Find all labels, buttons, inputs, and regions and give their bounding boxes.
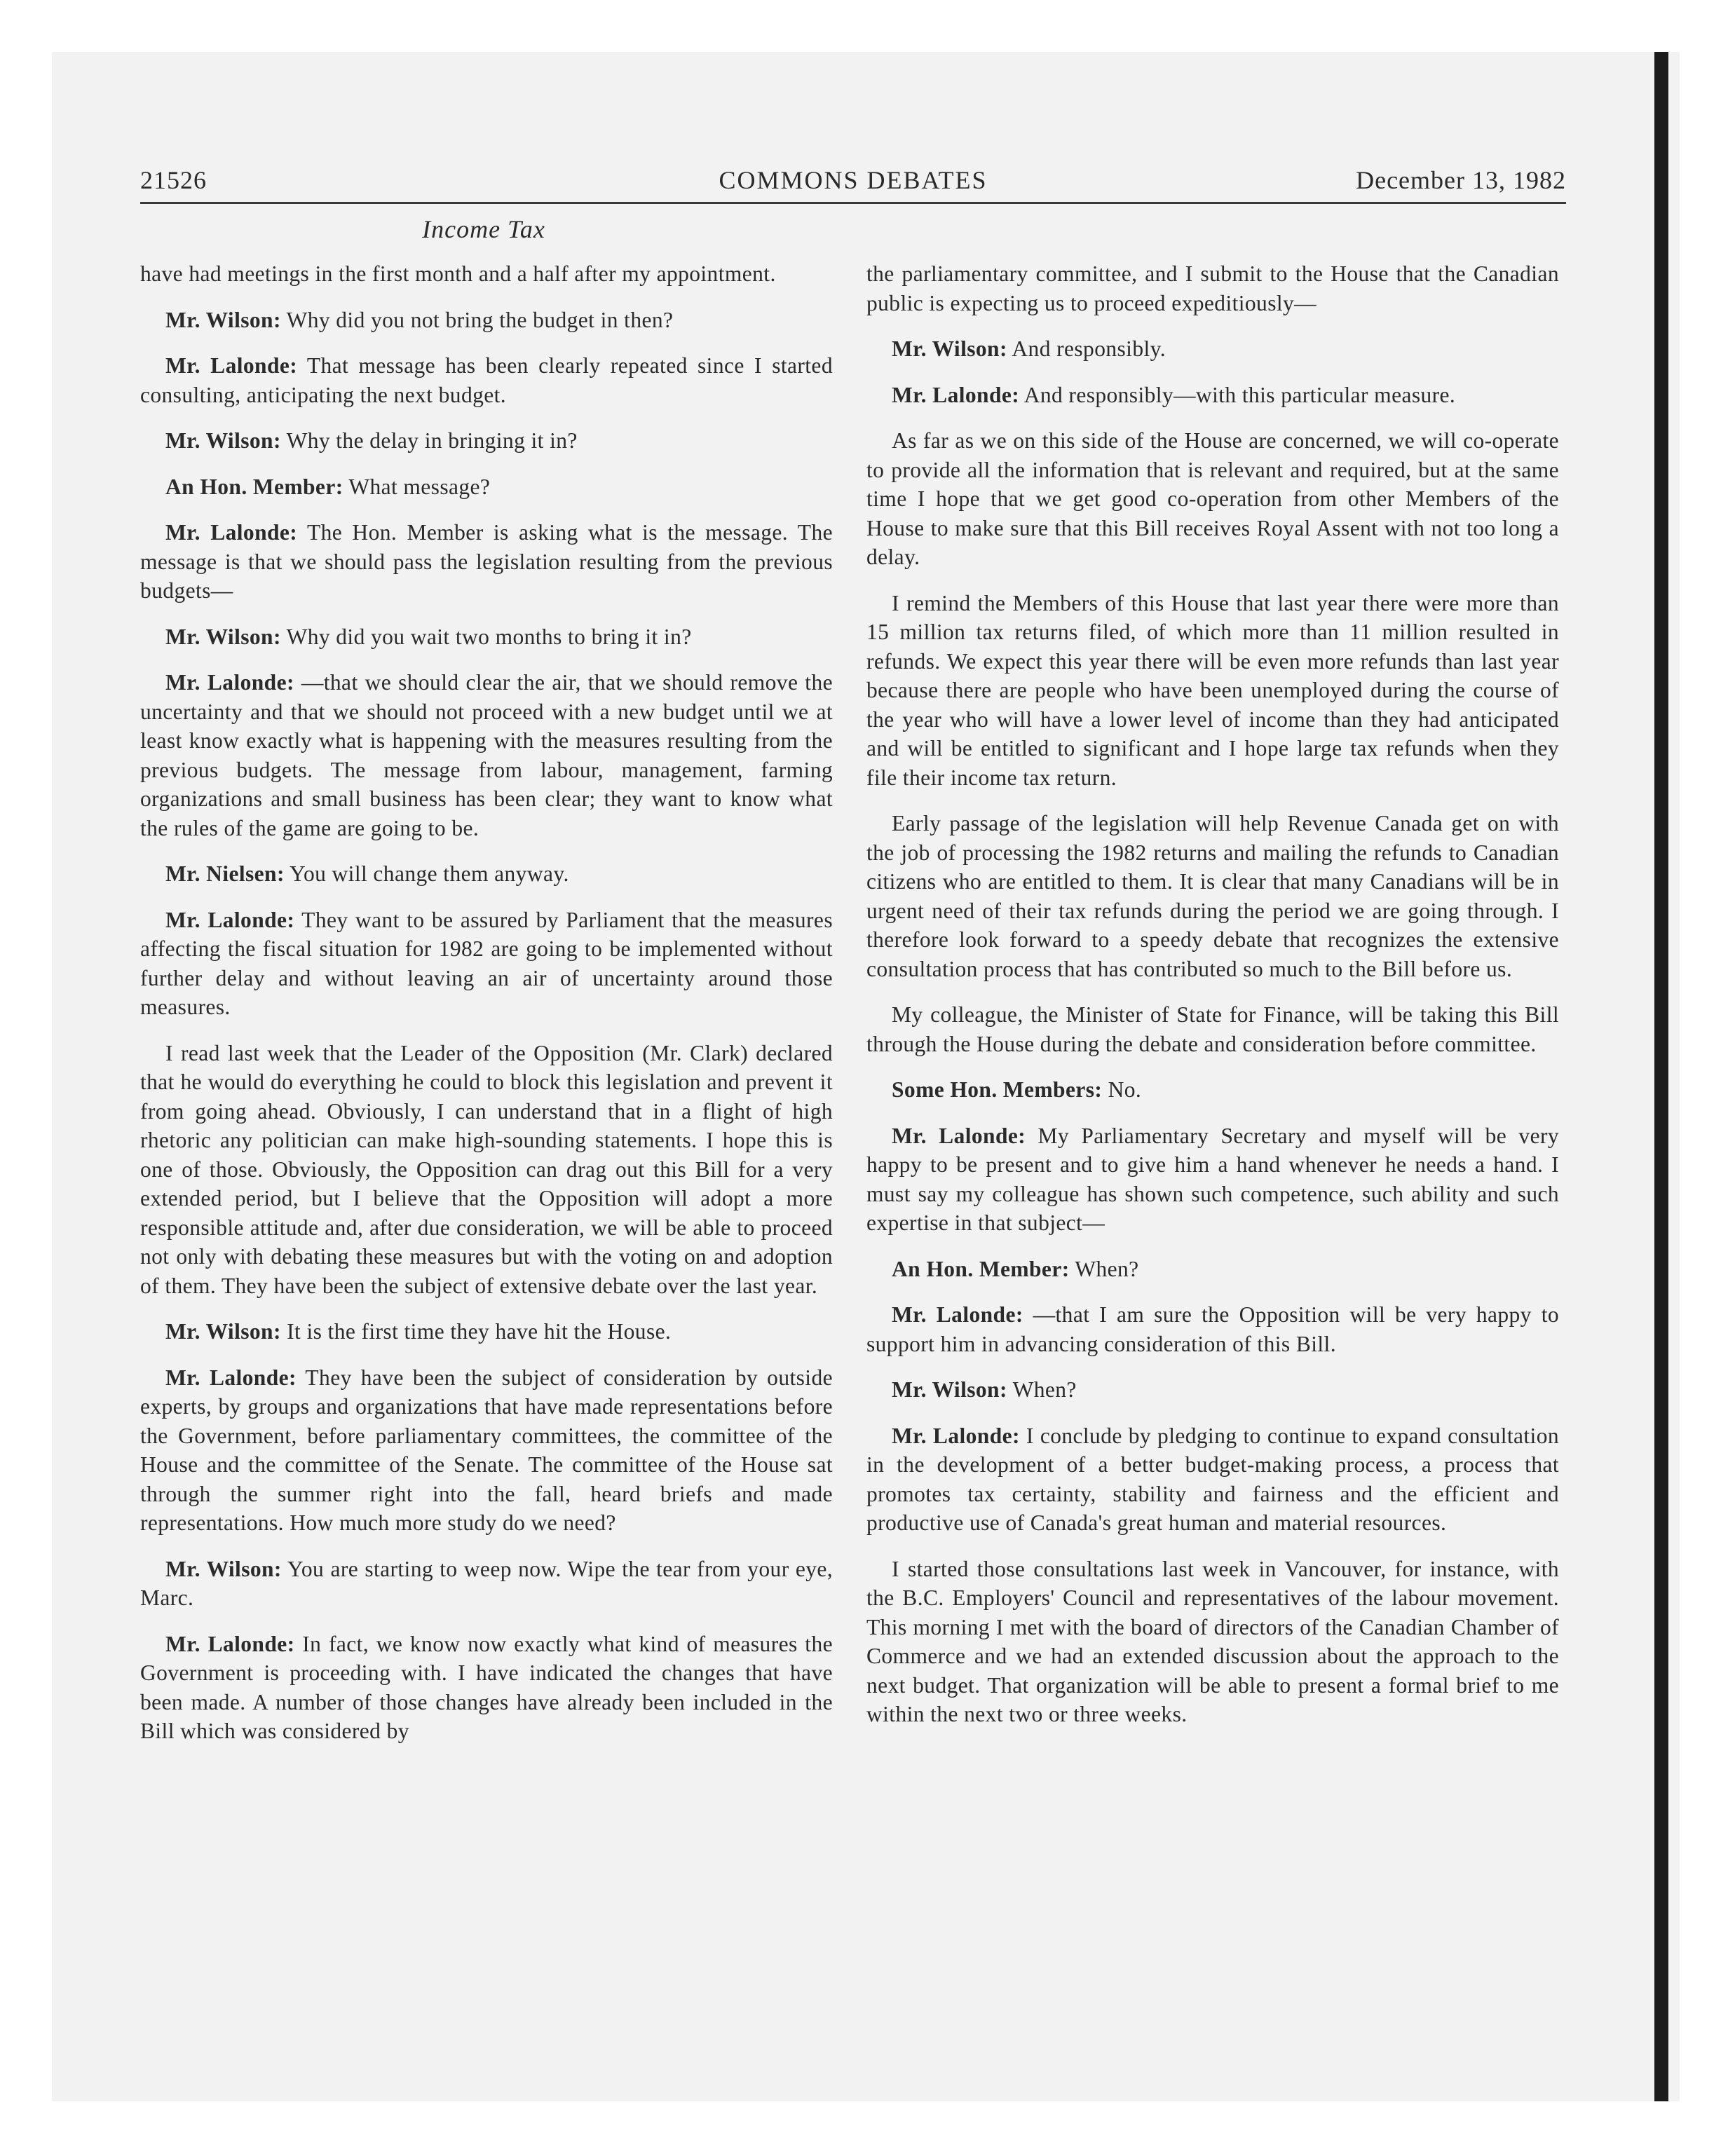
paragraph-text: And responsibly. [1012,336,1166,361]
paragraph-text: I read last week that the Leader of the Opposition (Mr. Clark) declared that he would do everything he could to block this legislation and prevent it from going ahead. Obviously, I can understand that in a flight of high rhetoric any politician can make high-sounding statements. I hope this is one of those. Obviously, the Opposition can drag out this Bill for a very extended period, but I believe that the Opposition will adopt a more responsible attitude and, after due consideration, we will be able to proceed not only with debating these measures but with the voting on and adoption of them. They have been the subject of extensive debate over the last year. [140,1040,833,1298]
paragraph-text: In fact, we know now exactly what kind of measures the Government is proceeding with. I have indicated the changes that have been made. A number of those changes have already been included in the Bill which was considered by [140,1631,833,1743]
paragraph [140,472,833,502]
paragraph [866,1421,1559,1538]
speaker-name: Mr. Lalonde: [892,1123,1026,1148]
speaker-name: Mr. Nielsen: [165,861,285,886]
paragraph [866,1121,1559,1238]
paragraph [140,426,833,456]
paragraph-text: What message? [348,474,491,499]
speaker-name: Mr. Lalonde: [165,353,298,378]
paragraph-text: Why the delay in bringing it in? [286,428,578,453]
speaker-name: Mr. Wilson: [892,336,1007,361]
paragraph [140,906,833,1022]
journal-title: COMMONS DEBATES [719,166,988,194]
paragraph-text: have had meetings in the first month and a half after my appointment. [140,261,776,286]
paragraph [866,589,1559,793]
paragraph-text: As far as we on this side of the House are concerned, we will co-operate to provide all the information that is relevant and required, but at the same time I hope that we get good co-operation from other Members of the House to make sure that this Bill receives Royal Assent with not too long a delay. [866,428,1559,569]
paragraph [140,1317,833,1346]
paragraph-text: They want to be assured by Parliament that the measures affecting the fiscal situation for 1982 are going to be implemented without further delay and without leaving an air of uncertainty around those measures. [140,907,833,1019]
speaker-name: Mr. Wilson: [892,1377,1007,1402]
page-number: 21526 [140,166,207,194]
speaker-name: An Hon. Member: [165,474,343,499]
paragraph [866,1375,1559,1405]
paragraph [866,1075,1559,1105]
paragraph [866,1555,1559,1729]
page-date: December 13, 1982 [1356,166,1566,194]
paragraph [140,1039,833,1301]
speaker-name: An Hon. Member: [892,1256,1070,1281]
speaker-name: Some Hon. Members: [892,1077,1103,1102]
paragraph-text: My Parliamentary Secretary and myself will be very happy to be present and to give him a hand whenever he needs a hand. I must say my colleague has shown such competence, such ability and such expertise in that subject— [866,1123,1559,1235]
paragraph-text: And responsibly—with this particular measure. [1023,382,1456,407]
paragraph [140,1630,833,1746]
speaker-name: Mr. Lalonde: [165,907,295,932]
paragraph-text: When? [1075,1256,1139,1281]
paragraph [140,1363,833,1538]
paragraph-text: Early passage of the legislation will help Revenue Canada get on with the job of processing the 1982 returns and mailing the refunds to Canadian citizens who are entitled to them. It is clear that many Canadians will be in urgent need of their tax refunds during the period we are going through. I therefore look forward to a speedy debate that recognizes the extensive consultation process that has contributed so much to the Bill before us. [866,811,1559,981]
speaker-name: Mr. Lalonde: [892,1423,1020,1448]
paragraph-text: Why did you wait two months to bring it in? [286,624,692,649]
paragraph [140,668,833,842]
speaker-name: Mr. Wilson: [165,624,281,649]
paragraph-text: When? [1012,1377,1077,1402]
paragraph-text: the parliamentary committee, and I submit to the House that the Canadian public is expecting us to proceed expeditiously— [866,261,1559,315]
speaker-name: Mr. Wilson: [165,428,281,453]
paragraph [866,1300,1559,1358]
scan-edge-shadow [1654,52,1668,2101]
speaker-name: Mr. Lalonde: [165,1365,297,1390]
paragraph-text: You will change them anyway. [289,861,569,886]
paragraph-text: I remind the Members of this House that last year there were more than 15 million tax returns filed, of which more than 11 million resulted in refunds. We expect this year there will be even more refunds than last year because there are people who have been unemployed during the course of the year who will have a lower level of income than they had anticipated and will be entitled to significant and I hope large tax refunds when they file their income tax return. [866,590,1559,790]
section-title: Income Tax [422,215,545,243]
paragraph-text: Why did you not bring the budget in then? [286,307,674,332]
paragraph-text: —that I am sure the Opposition will be very happy to support him in advancing consideration of this Bill. [866,1302,1559,1356]
speaker-name: Mr. Lalonde: [892,382,1020,407]
speaker-name: Mr. Lalonde: [165,670,294,695]
paragraph [866,381,1559,410]
paragraph-text: That message has been clearly repeated since I started consulting, anticipating the next budget. [140,353,833,407]
paragraph-text: You are starting to weep now. Wipe the tear from your eye, Marc. [140,1556,833,1610]
paragraph [866,1255,1559,1284]
paragraph [866,809,1559,983]
speaker-name: Mr. Wilson: [165,1556,282,1581]
speaker-name: Mr. Wilson: [165,1319,281,1344]
paragraph-text: The Hon. Member is asking what is the message. The message is that we should pass the legislation resulting from the previous budgets— [140,520,833,603]
right-column [866,259,1559,2054]
left-column [140,259,833,2054]
paragraph [866,334,1559,364]
speaker-name: Mr. Lalonde: [892,1302,1023,1327]
paragraph [140,518,833,606]
paragraph-text: —that we should clear the air, that we should remove the uncertainty and that we should not proceed with a new budget until we at least know exactly what is happening with the measures resulting from the previous budgets. The message from labour, management, farming organizations and small business has been clear; they want to know what the rules of the game are going to be. [140,670,833,840]
paragraph-text: No. [1108,1077,1142,1102]
paragraph [140,859,833,889]
speaker-name: Mr. Lalonde: [165,1631,295,1656]
paragraph-text: I conclude by pledging to continue to expand consultation in the development of a better budget-making process, a process that promotes tax certainty, stability and fairness and the efficient and productive use of Canada's great human and material resources. [866,1423,1559,1535]
paragraph-text: It is the first time they have hit the House. [287,1319,672,1344]
running-header [140,163,1566,204]
paragraph [140,259,833,289]
paragraph [866,259,1559,318]
speaker-name: Mr. Wilson: [165,307,281,332]
paragraph-text: My colleague, the Minister of State for Finance, will be taking this Bill through the House during the debate and consideration before committee. [866,1002,1559,1056]
speaker-name: Mr. Lalonde: [165,520,298,545]
paragraph [140,306,833,335]
paragraph-text: I started those consultations last week in Vancouver, for instance, with the B.C. Employers' Council and representatives of the labour movement. This morning I met with the board of directors of the Canadian Chamber of Commerce and we had an extended discussion about the approach to the next budget. That organization will be able to present a formal brief to me within the next two or three weeks. [866,1556,1559,1726]
paragraph [140,622,833,652]
paragraph [140,1555,833,1613]
paragraph-text: They have been the subject of consideration by outside experts, by groups and organizations that have made representations before the Government, before parliamentary committees, the committee of the House and the committee of the Senate. The committee of the House sat through the summer right into the fall, heard briefs and made representations. How much more study do we need? [140,1365,833,1535]
paragraph [140,351,833,409]
paragraph [866,1000,1559,1058]
paragraph [866,426,1559,572]
